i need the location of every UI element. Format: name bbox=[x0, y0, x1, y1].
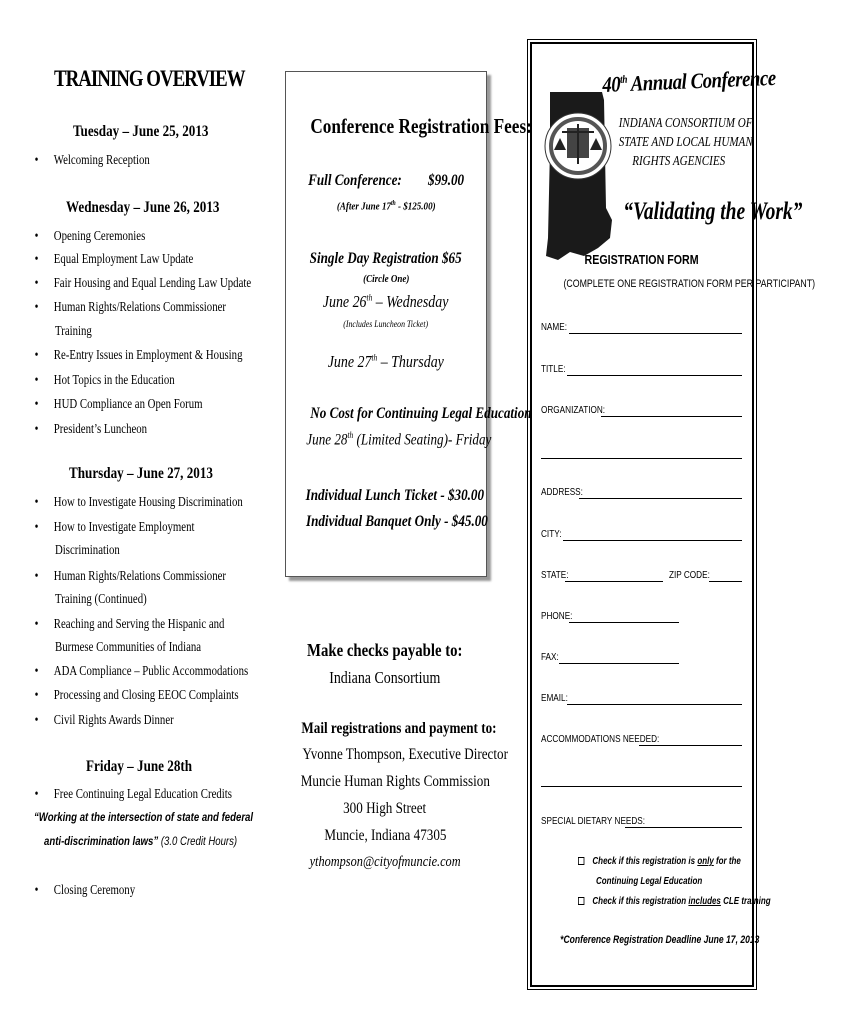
name-field-label: NAME: bbox=[541, 322, 567, 333]
organization-field[interactable] bbox=[541, 405, 742, 419]
conference-title: 40th Annual Conference bbox=[602, 64, 777, 97]
registration-deadline: *Conference Registration Deadline June 17, 2013 bbox=[560, 934, 760, 946]
organization-field-line-2[interactable] bbox=[541, 458, 742, 459]
title-field-label: TITLE: bbox=[541, 364, 566, 375]
list-item: • Processing and Closing EEOC Complaints bbox=[37, 683, 239, 706]
fees-title: Conference Registration Fees: bbox=[310, 114, 532, 138]
accommodations-field-line-2[interactable] bbox=[541, 786, 742, 787]
accommodations-field-label: ACCOMMODATIONS NEEDED: bbox=[541, 734, 660, 745]
list-item: • President’s Luncheon bbox=[37, 417, 147, 440]
thursday-heading: Thursday – June 27, 2013 bbox=[69, 465, 213, 482]
mail-street: 300 High Street bbox=[343, 800, 427, 817]
list-item: • Equal Employment Law Update bbox=[37, 247, 193, 270]
registration-fees-box bbox=[285, 71, 532, 577]
payee: Indiana Consortium bbox=[329, 668, 441, 687]
zip-field-label: ZIP CODE: bbox=[669, 570, 710, 581]
phone-field-line[interactable] bbox=[569, 622, 679, 623]
address-field-line[interactable] bbox=[579, 498, 742, 499]
accommodations-field-line[interactable] bbox=[639, 745, 742, 746]
dietary-field-line[interactable] bbox=[625, 827, 742, 828]
fax-field[interactable] bbox=[541, 652, 742, 666]
banquet-fee: Individual Banquet Only - $45.00 bbox=[305, 513, 488, 530]
cle-quote-text: anti-discrimination laws” bbox=[44, 834, 159, 848]
state-zip-field[interactable] bbox=[541, 570, 742, 584]
fax-field-label: FAX: bbox=[541, 652, 559, 663]
org-name-line-1: INDIANA CONSORTIUM OF bbox=[618, 115, 753, 130]
full-conference-fee: Full Conference: $99.00 bbox=[308, 172, 464, 189]
tuesday-heading: Tuesday – June 25, 2013 bbox=[73, 123, 209, 140]
phone-field-label: PHONE: bbox=[541, 611, 573, 622]
cle-quote-line-1: “Working at the intersection of state and federal bbox=[34, 810, 254, 824]
wednesday-heading: Wednesday – June 26, 2013 bbox=[66, 199, 220, 216]
list-item: • Opening Ceremonies bbox=[37, 224, 145, 247]
checks-payable-heading: Make checks payable to: bbox=[307, 640, 463, 660]
title-field[interactable] bbox=[541, 364, 742, 378]
list-item: • How to Investigate Housing Discrimination bbox=[37, 490, 243, 513]
single-day-fee: Single Day Registration $65 bbox=[309, 250, 462, 267]
registration-form bbox=[530, 42, 816, 987]
circle-one-note: (Circle One) bbox=[362, 273, 410, 285]
registration-form-heading: REGISTRATION FORM bbox=[584, 252, 700, 267]
phone-field[interactable] bbox=[541, 611, 742, 625]
cle-only-checkbox[interactable] bbox=[578, 857, 584, 865]
training-overview-column bbox=[0, 0, 260, 1024]
name-field[interactable] bbox=[541, 322, 742, 336]
mail-org: Muncie Human Rights Commission bbox=[300, 773, 490, 790]
name-field-line[interactable] bbox=[569, 333, 742, 334]
address-field-label: ADDRESS: bbox=[541, 487, 583, 498]
organization-field-label: ORGANIZATION: bbox=[541, 405, 606, 416]
address-field[interactable] bbox=[541, 487, 742, 501]
list-item: • Welcoming Reception bbox=[37, 148, 150, 171]
list-item: • Civil Rights Awards Dinner bbox=[37, 708, 174, 731]
accommodations-field[interactable] bbox=[541, 734, 742, 748]
includes-cle-checkbox[interactable] bbox=[578, 897, 584, 905]
list-item-continuation: Discrimination bbox=[55, 542, 120, 557]
email-field-label: EMAIL: bbox=[541, 693, 568, 704]
city-field-line[interactable] bbox=[563, 540, 742, 541]
friday-option: June 28th (Limited Seating)- Friday bbox=[306, 430, 492, 449]
cle-only-checkbox-label-2: Continuing Legal Education bbox=[596, 876, 703, 887]
state-field-line[interactable] bbox=[565, 581, 663, 582]
list-item: • Fair Housing and Equal Lending Law Update bbox=[37, 271, 251, 294]
state-field-label: STATE: bbox=[541, 570, 569, 581]
includes-cle-checkbox-row[interactable]: Check if this registration includes CLE training bbox=[578, 892, 771, 912]
mail-heading: Mail registrations and payment to: bbox=[301, 720, 497, 737]
lunch-ticket-fee: Individual Lunch Ticket - $30.00 bbox=[305, 487, 485, 504]
list-item: • Human Rights/Relations Commissioner bbox=[37, 295, 226, 318]
list-item: • ADA Compliance – Public Accommodations bbox=[37, 659, 248, 682]
cle-quote-line-2 bbox=[44, 834, 237, 848]
wednesday-option: June 26th – Wednesday bbox=[323, 292, 449, 311]
thursday-option: June 27th – Thursday bbox=[327, 352, 445, 371]
zip-field-line[interactable] bbox=[709, 581, 742, 582]
training-overview-title: TRAINING OVERVIEW bbox=[54, 66, 245, 91]
conference-tagline: “Validating the Work” bbox=[623, 198, 803, 225]
email-field[interactable] bbox=[541, 693, 742, 707]
luncheon-ticket-note: (Includes Luncheon Ticket) bbox=[343, 320, 429, 330]
cle-credit-hours: (3.0 Credit Hours) bbox=[160, 834, 238, 848]
org-name-line-2: STATE AND LOCAL HUMAN bbox=[618, 134, 753, 149]
no-cost-cle: No Cost for Continuing Legal Education bbox=[310, 405, 532, 422]
list-item: • HUD Compliance an Open Forum bbox=[37, 392, 203, 415]
late-fee-note: (After June 17th - $125.00) bbox=[336, 199, 436, 213]
organization-field-line[interactable] bbox=[601, 416, 742, 417]
list-item: • Free Continuing Legal Education Credits bbox=[37, 782, 232, 805]
list-item: • How to Investigate Employment bbox=[37, 515, 194, 538]
title-field-line[interactable] bbox=[567, 375, 742, 376]
fax-field-line[interactable] bbox=[559, 663, 679, 664]
dietary-field-label: SPECIAL DIETARY NEEDS: bbox=[541, 816, 646, 827]
list-item-continuation: Burmese Communities of Indiana bbox=[55, 639, 202, 654]
mail-city: Muncie, Indiana 47305 bbox=[323, 827, 447, 844]
list-item: • Re-Entry Issues in Employment & Housing bbox=[37, 343, 242, 366]
mail-email: ythompson@cityofmuncie.com bbox=[309, 854, 461, 870]
city-field-label: CITY: bbox=[541, 529, 562, 540]
list-item: • Human Rights/Relations Commissioner bbox=[37, 564, 226, 587]
list-item: • Reaching and Serving the Hispanic and bbox=[37, 612, 224, 635]
list-item-continuation: Training bbox=[55, 323, 92, 338]
org-name-line-3: RIGHTS AGENCIES bbox=[632, 153, 726, 168]
friday-heading: Friday – June 28th bbox=[86, 758, 193, 775]
mail-name: Yvonne Thompson, Executive Director bbox=[302, 746, 508, 763]
list-item: • Hot Topics in the Education bbox=[37, 368, 175, 391]
registration-form-note: (COMPLETE ONE REGISTRATION FORM PER PARTICIPANT) bbox=[563, 278, 816, 290]
cle-only-checkbox-row[interactable]: Check if this registration is only for the bbox=[578, 852, 741, 872]
dietary-field[interactable] bbox=[541, 816, 742, 830]
list-item-continuation: Training (Continued) bbox=[55, 591, 147, 606]
city-field[interactable] bbox=[541, 529, 742, 543]
list-item: • Closing Ceremony bbox=[37, 878, 135, 901]
email-field-line[interactable] bbox=[567, 704, 742, 705]
